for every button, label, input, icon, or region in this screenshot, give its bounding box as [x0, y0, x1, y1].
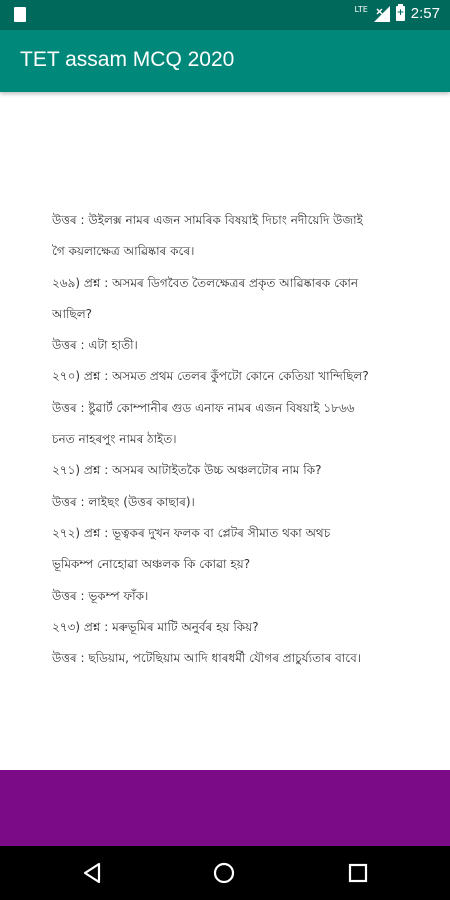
question-content	[52, 205, 412, 674]
ad-banner[interactable]	[0, 770, 450, 846]
app-bar	[0, 30, 450, 92]
content-line: উত্তৰ : ছডিয়াম, পটেছিয়াম আদি ধাৰধৰ্মী যৌগৰ প্ৰাচুৰ্য্যতাৰ বাবে।	[52, 651, 362, 666]
signal-icon	[374, 6, 390, 22]
recent-apps-icon[interactable]	[345, 860, 371, 886]
content-line: উত্তৰ : ভূকম্প ফাঁক।	[52, 588, 149, 603]
status-time: 2:57	[410, 5, 440, 22]
battery-icon: +	[396, 6, 405, 21]
status-bar	[0, 0, 450, 30]
content-line: চনত নাহৰপুং নামৰ ঠাইত।	[52, 432, 177, 447]
home-icon[interactable]	[211, 860, 237, 886]
content-line: ২৭০) প্ৰশ্ন : অসমত প্ৰথম তেলৰ কুঁপটো কোনে কেতিয়া খান্দিছিল?	[52, 369, 369, 384]
status-left	[14, 7, 26, 22]
network-type: LTE	[354, 4, 368, 14]
app-title: TET assam MCQ 2020	[20, 48, 235, 71]
status-right	[355, 5, 441, 22]
back-icon[interactable]	[79, 860, 105, 886]
content-line: উত্তৰ : উইলক্স নামৰ এজন সামৰিক বিষয়াই দিচাং নদীয়েদি উজাই	[52, 213, 363, 227]
content-line: উত্তৰ : এটা হাতী।	[52, 338, 138, 353]
content-line: উত্তৰ : ষ্টুৱাৰ্ট কোম্পানীৰ গুড এনাফ নামৰ এজন বিষয়াই ১৮৬৬	[52, 400, 355, 415]
content-line: ২৬৯) প্ৰশ্ন : অসমৰ ডিগবৈত তৈলক্ষেত্ৰৰ প্ৰকৃত আৱিষ্কাৰক কোন	[52, 275, 359, 290]
content-line: ২৭৩) প্ৰশ্ন : মৰুভূমিৰ মাটি অনুৰ্বৰ হয় কিয়?	[52, 619, 259, 634]
navigation-bar	[0, 846, 450, 900]
sd-card-icon	[14, 7, 26, 22]
content-line: ভূমিকম্প নোহোৱা অঞ্চলক কি কোৱা হয়?	[52, 557, 251, 572]
content-line: ২৭১) প্ৰশ্ন : অসমৰ আটাইতকৈ উচ্চ অঞ্চলটোৰ নাম কি?	[52, 463, 322, 478]
content-line: ২৭২) প্ৰশ্ন : ভূত্বকৰ দুখন ফলক বা প্লেটৰ সীমাত থকা অথচ	[52, 525, 331, 540]
content-line: আছিল?	[52, 306, 93, 321]
content-line: উত্তৰ : লাইছং (উত্তৰ কাছাৰ)।	[52, 494, 195, 509]
content-line: গৈ কয়লাক্ষেত্ৰ আৱিষ্কাৰ কৰে।	[52, 244, 195, 259]
